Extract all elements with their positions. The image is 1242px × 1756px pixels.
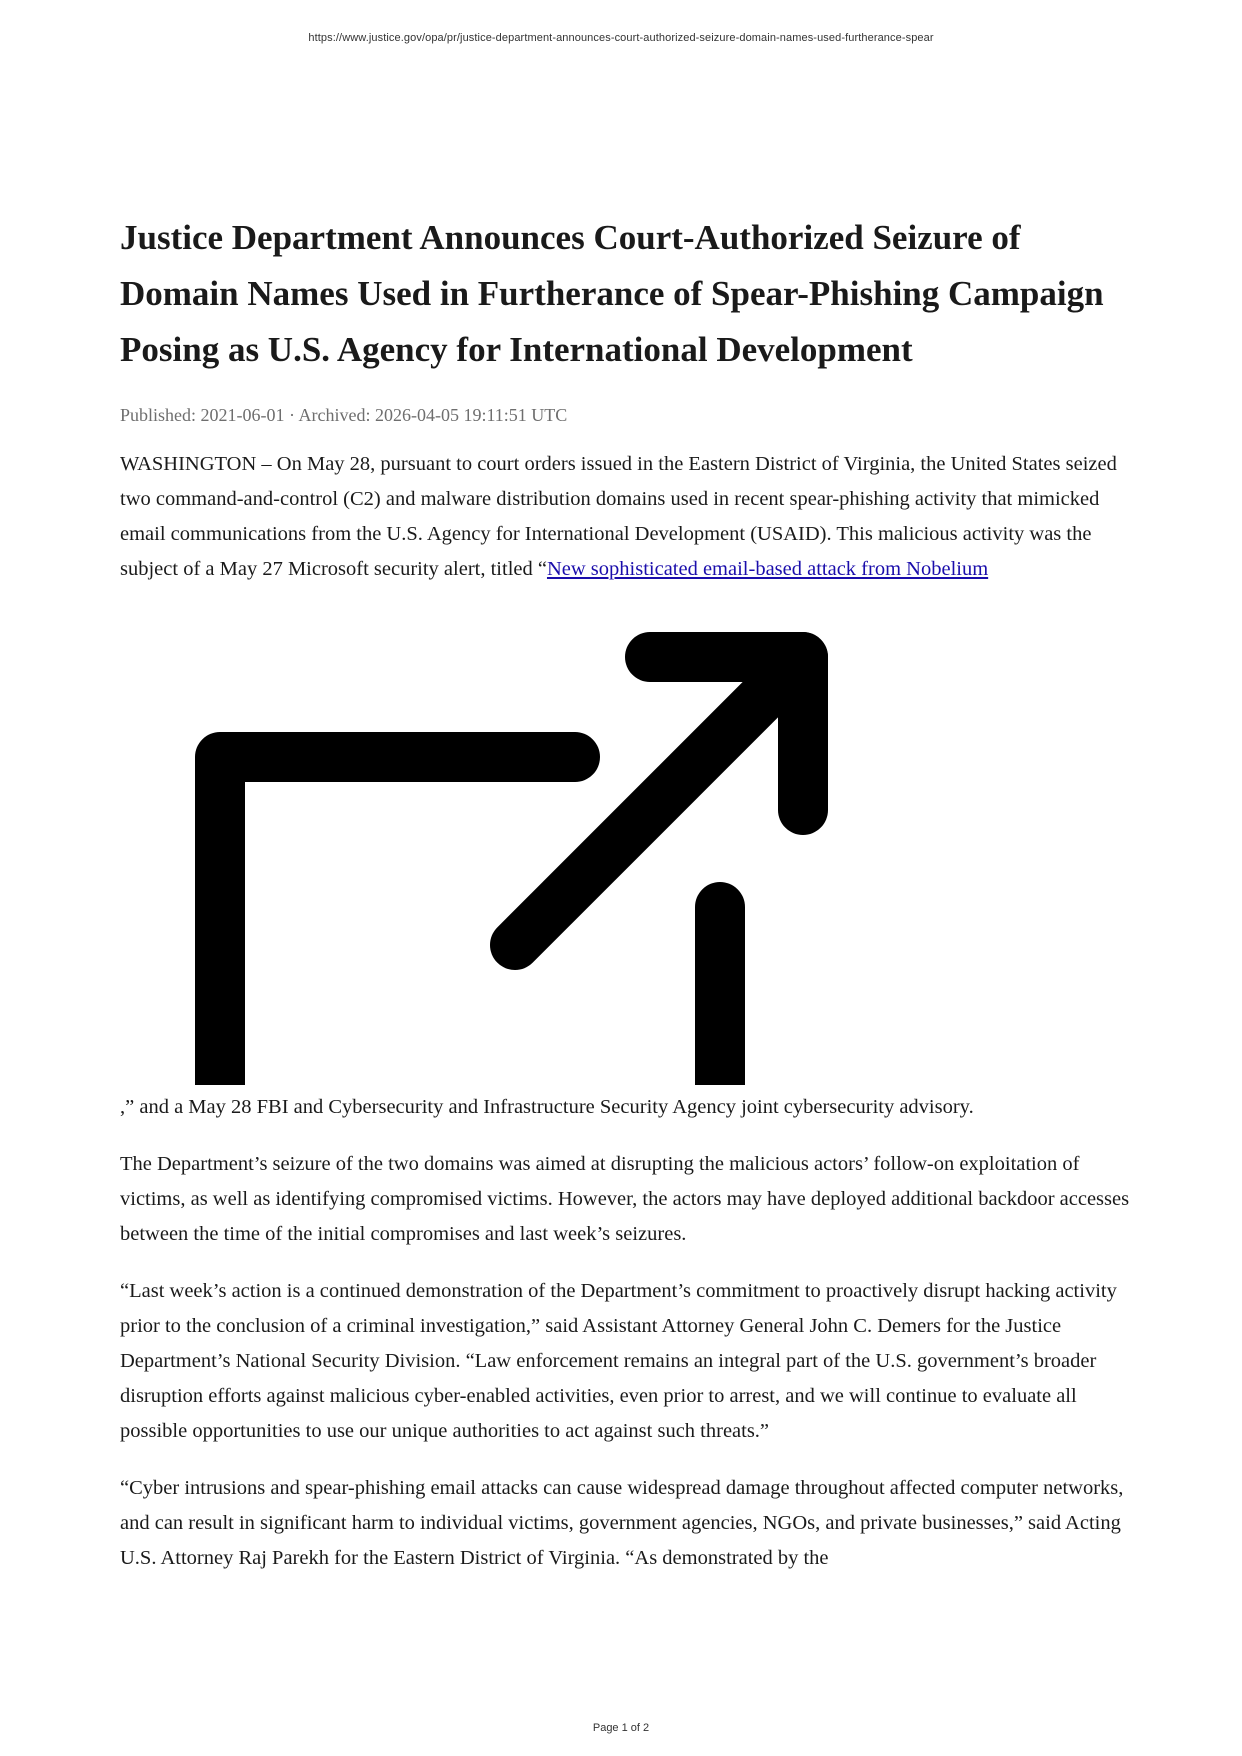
paragraph-3: The Department’s seizure of the two domains was aimed at disrupting the malicious actors’ follow-on exploitation of victims, as well as identifying compromised victims. However, the actors may have deployed additional backdoor accesses between the time of the initial compromises and last week’s seizures. [120, 1153, 1130, 1245]
icon-container [120, 632, 1130, 1085]
page-url: https://www.justice.gov/opa/pr/justice-department-announces-court-authorized-seizure-domain-names-used-furtherance-spear [308, 32, 934, 44]
paragraph-5: “Cyber intrusions and spear-phishing email attacks can cause widespread damage throughout affected computer networks, and can result in significant harm to individual victims, government agencies, NGOs, and private businesses,” said Acting U.S. Attorney Raj Parekh for the Eastern District of Virginia. “As demonstrated by the [120, 1477, 1124, 1569]
paragraph-1-text: WASHINGTON – On May 28, pursuant to court orders issued in the Eastern District of Virginia, the United States seized two command-and-control (C2) and malware distribution domains used in recent spear-phishing activity that mimicked email communications from the U.S. Agency for International Development (USAID). This malicious activity was the subject of a May 27 Microsoft security alert, titled “ [120, 453, 1117, 580]
microsoft-alert-link[interactable]: New sophisticated email-based attack from Nobelium [546, 558, 989, 580]
article [120, 210, 1130, 1576]
page-number: Page 1 of 2 [592, 1722, 650, 1734]
external-link-icon [195, 632, 875, 1085]
paragraph-1 [120, 447, 1130, 587]
page-title: Justice Department Announces Court-Authorized Seizure of Domain Names Used in Furtherance of Spear-Phishing Campaign Posing as U.S. Agency for International Development [120, 218, 1104, 369]
paragraph-4: “Last week’s action is a continued demonstration of the Department’s commitment to proactively disrupt hacking activity prior to the conclusion of a criminal investigation,” said Assistant Attorney General John C. Demers for the Justice Department’s National Security Division. “Law enforcement remains an integral part of the U.S. government’s broader disruption efforts against malicious cyber-enabled activities, even prior to arrest, and we will continue to evaluate all possible opportunities to use our unique authorities to act against such threats.” [120, 1280, 1117, 1442]
publish-meta: Published: 2021-06-01 · Archived: 2026-04-05 19:11:51 UTC [120, 405, 568, 425]
paragraph-2: ,” and a May 28 FBI and Cybersecurity and Infrastructure Security Agency joint cybersecurity advisory. [120, 1096, 974, 1118]
